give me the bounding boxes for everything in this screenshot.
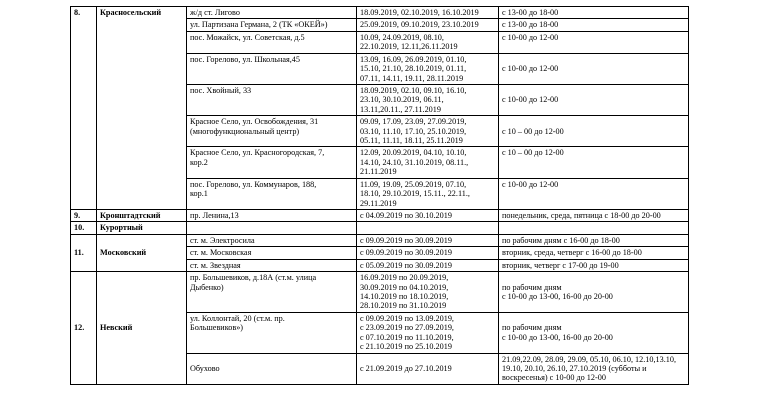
time-cell: с 13-00 до 18-00 [499, 7, 689, 19]
address-cell: пос. Можайск, ул. Советская, д.5 [187, 31, 357, 53]
address-cell: ст. м. Звездная [187, 259, 357, 271]
address-cell: Красное Село, ул. Освобождения, 31 (многофункциональный центр) [187, 116, 357, 147]
dates-cell: 25.09.2019, 09.10.2019, 23.10.2019 [357, 19, 499, 31]
time-cell: с 13-00 до 18-00 [499, 19, 689, 31]
row-number: 9. [71, 210, 97, 222]
dates-cell: с 05.09.2019 по 30.09.2019 [357, 259, 499, 271]
time-cell: с 10-00 до 12-00 [499, 84, 689, 115]
address-cell: пр. Ленина,13 [187, 210, 357, 222]
dates-cell: с 09.09.2019 по 30.09.2019 [357, 234, 499, 246]
schedule-page [70, 6, 688, 385]
address-cell: Красное Село, ул. Красногородская, 7, кор.2 [187, 147, 357, 178]
empty-cell [187, 222, 357, 234]
address-cell: пр. Большевиков, д.18А (ст.м. улица Дыбенко) [187, 272, 357, 313]
time-cell: с 10 – 00 до 12-00 [499, 147, 689, 178]
address-cell: пос. Горелово, ул. Школьная,45 [187, 53, 357, 84]
dates-cell: с 09.09.2019 по 13.09.2019, с 23.09.2019 по 27.09.2019, с 07.10.2019 по 11.10.2019, с 21.10.2019 по 25.10.2019 [357, 312, 499, 353]
time-cell: 21.09,22.09, 28.09, 29.09, 05.10, 06.10, 12.10,13.10, 19.10, 20.10, 26.10, 27.10.2019 (субботы и воскресенья) с 10-00 до 12-00 [499, 353, 689, 384]
address-cell: Обухово [187, 353, 357, 384]
address-cell: ж/д ст. Лигово [187, 7, 357, 19]
table-row [71, 234, 689, 246]
table-row [71, 222, 689, 234]
table-row [71, 7, 689, 19]
dates-cell: 12.09, 20.09.2019, 04.10, 10.10, 14.10, 24.10, 31.10.2019, 08.11., 21.11.2019 [357, 147, 499, 178]
dates-cell: 10.09, 24.09.2019, 08.10, 22.10.2019, 12.11,26.11.2019 [357, 31, 499, 53]
dates-cell: с 04.09.2019 по 30.10.2019 [357, 210, 499, 222]
empty-cell [357, 222, 499, 234]
address-cell: ул. Коллонтай, 20 (ст.м. пр. Большевиков») [187, 312, 357, 353]
time-cell: по рабочим дням с 10-00 до 13-00, 16-00 до 20-00 [499, 312, 689, 353]
time-cell: с 10 – 00 до 12-00 [499, 116, 689, 147]
dates-cell: 18.09.2019, 02.10.2019, 16.10.2019 [357, 7, 499, 19]
table-row [71, 210, 689, 222]
time-cell: с 10-00 до 12-00 [499, 178, 689, 209]
dates-cell: с 09.09.2019 по 30.09.2019 [357, 247, 499, 259]
row-number: 11. [71, 234, 97, 271]
row-number: 8. [71, 7, 97, 210]
time-cell: понедельник, среда, пятница с 18-00 до 20-00 [499, 210, 689, 222]
empty-cell [499, 222, 689, 234]
district-name: Красносельский [97, 7, 187, 210]
time-cell: с 10-00 до 12-00 [499, 31, 689, 53]
dates-cell: 13.09, 16.09, 26.09.2019, 01.10, 15.10, 21.10, 28.10.2019, 01.11, 07.11, 14.11, 19.11, 28.11.2019 [357, 53, 499, 84]
schedule-table [70, 6, 689, 385]
district-name: Кронштадтский [97, 210, 187, 222]
time-cell: по рабочим дням с 10-00 до 13-00, 16-00 до 20-00 [499, 272, 689, 313]
dates-cell: 11.09, 19.09, 25.09.2019, 07.10, 18.10, 29.10.2019, 15.11., 22.11., 29.11.2019 [357, 178, 499, 209]
time-cell: по рабочим дням с 16-00 до 18-00 [499, 234, 689, 246]
row-number: 10. [71, 222, 97, 234]
address-cell: пос. Горелово, ул. Коммунаров, 188, кор.1 [187, 178, 357, 209]
time-cell: вторник, четверг с 17-00 до 19-00 [499, 259, 689, 271]
district-name: Курортный [97, 222, 187, 234]
address-cell: ст. м. Электросила [187, 234, 357, 246]
address-cell: пос. Хвойный, 33 [187, 84, 357, 115]
address-cell: ст. м. Московская [187, 247, 357, 259]
row-number: 12. [71, 272, 97, 385]
district-name: Московский [97, 234, 187, 271]
time-cell: вторник, среда, четверг с 16-00 до 18-00 [499, 247, 689, 259]
address-cell: ул. Партизана Германа, 2 (ТК «ОКЕЙ») [187, 19, 357, 31]
time-cell: с 10-00 до 12-00 [499, 53, 689, 84]
dates-cell: 09.09, 17.09, 23.09, 27.09.2019, 03.10, 11.10, 17.10, 25.10.2019, 05.11, 11.11, 18.11, 25.11.2019 [357, 116, 499, 147]
dates-cell: 18.09.2019, 02.10, 09.10, 16.10, 23.10, 30.10.2019, 06.11, 13.11,20.11., 27.11.2019 [357, 84, 499, 115]
dates-cell: с 21.09.2019 до 27.10.2019 [357, 353, 499, 384]
district-name: Невский [97, 272, 187, 385]
dates-cell: 16.09.2019 по 20.09.2019, 30.09.2019 по 04.10.2019, 14.10.2019 по 18.10.2019, 28.10.2019 по 31.10.2019 [357, 272, 499, 313]
table-row [71, 272, 689, 313]
